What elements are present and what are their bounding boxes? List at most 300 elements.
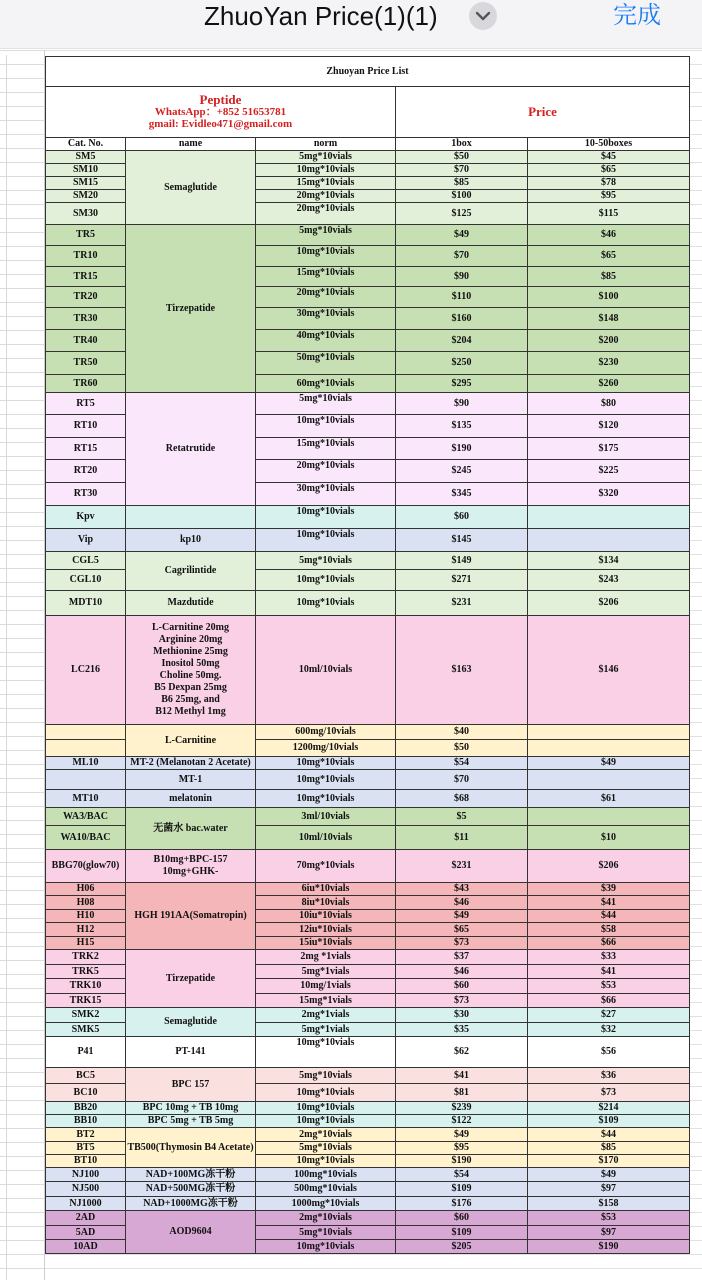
norm-cell: 15mg*1vials bbox=[256, 994, 396, 1008]
name-cell: Semaglutide bbox=[126, 151, 256, 225]
norm-cell: 40mg*10vials bbox=[256, 330, 396, 352]
price-1box-cell: $110 bbox=[396, 287, 528, 308]
price-1box-cell: $271 bbox=[396, 570, 528, 591]
cat-no-cell: TR10 bbox=[46, 246, 126, 267]
name-cell: L-Carnitine bbox=[126, 725, 256, 757]
price-1box-cell: $90 bbox=[396, 267, 528, 287]
cat-no-cell: BB10 bbox=[46, 1115, 126, 1128]
table-row bbox=[46, 790, 690, 808]
price-10-50boxes-cell: $41 bbox=[528, 965, 690, 979]
table-row bbox=[46, 552, 690, 570]
price-10-50boxes-cell: $200 bbox=[528, 330, 690, 352]
norm-cell: 500mg*10vials bbox=[256, 1182, 396, 1197]
price-10-50boxes-cell: $66 bbox=[528, 994, 690, 1008]
price-10-50boxes-cell: $120 bbox=[528, 415, 690, 438]
price-1box-cell: $85 bbox=[396, 177, 528, 190]
price-10-50boxes-cell bbox=[528, 808, 690, 826]
norm-cell: 5mg*10vials bbox=[256, 225, 396, 246]
price-1box-cell: $60 bbox=[396, 979, 528, 994]
cat-no-cell: SM20 bbox=[46, 190, 126, 203]
price-10-50boxes-cell: $95 bbox=[528, 190, 690, 203]
name-cell: NAD+500MG冻干粉 bbox=[126, 1182, 256, 1197]
price-1box-cell: $176 bbox=[396, 1197, 528, 1211]
price-1box-cell: $190 bbox=[396, 1155, 528, 1168]
name-cell bbox=[126, 506, 256, 529]
price-1box-cell: $70 bbox=[396, 246, 528, 267]
column-header-norm: norm bbox=[256, 138, 396, 151]
cat-no-cell: CGL10 bbox=[46, 570, 126, 591]
peptide-heading: Peptide bbox=[199, 92, 242, 107]
column-header-1box: 1box bbox=[396, 138, 528, 151]
price-1box-cell: $81 bbox=[396, 1084, 528, 1102]
norm-cell: 15mg*10vials bbox=[256, 267, 396, 287]
norm-cell: 10mg/1vials bbox=[256, 979, 396, 994]
title-menu-button[interactable] bbox=[469, 2, 497, 30]
cat-no-cell: 10AD bbox=[46, 1240, 126, 1254]
table-row bbox=[46, 1211, 690, 1226]
cat-no-cell: H08 bbox=[46, 896, 126, 910]
price-10-50boxes-cell: $56 bbox=[528, 1037, 690, 1068]
price-10-50boxes-cell: $97 bbox=[528, 1182, 690, 1197]
cat-no-cell: SM5 bbox=[46, 151, 126, 164]
price-1box-cell: $345 bbox=[396, 483, 528, 506]
table-row bbox=[46, 1115, 690, 1128]
price-10-50boxes-cell bbox=[528, 529, 690, 552]
price-10-50boxes-cell: $65 bbox=[528, 164, 690, 177]
cat-no-cell: SM15 bbox=[46, 177, 126, 190]
name-cell: Tirzepatide bbox=[126, 225, 256, 393]
price-10-50boxes-cell: $109 bbox=[528, 1115, 690, 1128]
price-1box-cell: $46 bbox=[396, 896, 528, 910]
norm-cell: 10mg*10vials bbox=[256, 1155, 396, 1168]
cat-no-cell: RT5 bbox=[46, 393, 126, 415]
price-10-50boxes-cell: $61 bbox=[528, 790, 690, 808]
price-10-50boxes-cell: $44 bbox=[528, 1128, 690, 1142]
name-cell: melatonin bbox=[126, 790, 256, 808]
cat-no-cell: H15 bbox=[46, 937, 126, 950]
norm-cell: 10mg*10vials bbox=[256, 529, 396, 552]
norm-cell: 5mg*1vials bbox=[256, 1023, 396, 1037]
name-cell: NAD+1000MG冻干粉 bbox=[126, 1197, 256, 1211]
price-10-50boxes-cell: $44 bbox=[528, 910, 690, 923]
cat-no-cell: RT15 bbox=[46, 438, 126, 460]
price-10-50boxes-cell: $39 bbox=[528, 883, 690, 896]
norm-cell: 5mg*10vials bbox=[256, 1226, 396, 1240]
table-row bbox=[46, 1128, 690, 1142]
price-10-50boxes-cell: $45 bbox=[528, 151, 690, 164]
cat-no-cell: TR20 bbox=[46, 287, 126, 308]
cat-no-cell: BT2 bbox=[46, 1128, 126, 1142]
table-row bbox=[46, 757, 690, 770]
cat-no-cell: RT10 bbox=[46, 415, 126, 438]
price-1box-cell: $160 bbox=[396, 308, 528, 330]
cat-no-cell: RT30 bbox=[46, 483, 126, 506]
cat-no-cell: CGL5 bbox=[46, 552, 126, 570]
cat-no-cell: LC216 bbox=[46, 616, 126, 725]
cat-no-cell: MT10 bbox=[46, 790, 126, 808]
name-cell: Tirzepatide bbox=[126, 950, 256, 1008]
norm-cell: 2mg *1vials bbox=[256, 950, 396, 965]
table-row bbox=[46, 850, 690, 883]
name-cell: Retatrutide bbox=[126, 393, 256, 506]
cat-no-cell: WA3/BAC bbox=[46, 808, 126, 826]
ingredient-line: Arginine 20mg bbox=[158, 634, 223, 645]
name-cell: HGH 191AA(Somatropin) bbox=[126, 883, 256, 950]
cat-no-cell: WA10/BAC bbox=[46, 826, 126, 850]
cat-no-cell: TR60 bbox=[46, 375, 126, 393]
ingredient-line: Inositol 50mg bbox=[161, 658, 220, 669]
name-cell: MT-2 (Melanotan 2 Acetate) bbox=[126, 757, 256, 770]
cat-no-cell: Kpv bbox=[46, 506, 126, 529]
price-10-50boxes-cell: $146 bbox=[528, 616, 690, 725]
price-10-50boxes-cell: $225 bbox=[528, 460, 690, 483]
norm-cell: 30mg*10vials bbox=[256, 483, 396, 506]
price-1box-cell: $239 bbox=[396, 1102, 528, 1115]
price-1box-cell: $73 bbox=[396, 994, 528, 1008]
price-1box-cell: $125 bbox=[396, 203, 528, 225]
norm-cell: 10mg*10vials bbox=[256, 1037, 396, 1068]
cat-no-cell: 5AD bbox=[46, 1226, 126, 1240]
name-cell: kp10 bbox=[126, 529, 256, 552]
done-button[interactable]: 完成 bbox=[613, 2, 661, 29]
cat-no-cell: BT10 bbox=[46, 1155, 126, 1168]
norm-cell: 10mg*10vials bbox=[256, 770, 396, 790]
norm-cell: 3ml/10vials bbox=[256, 808, 396, 826]
column-header-cat-no: Cat. No. bbox=[46, 138, 126, 151]
price-1box-cell: $60 bbox=[396, 506, 528, 529]
norm-cell: 10mg*10vials bbox=[256, 570, 396, 591]
norm-cell: 15mg*10vials bbox=[256, 177, 396, 190]
norm-cell: 10mg*10vials bbox=[256, 415, 396, 438]
cat-no-cell: TRK10 bbox=[46, 979, 126, 994]
price-10-50boxes-cell: $115 bbox=[528, 203, 690, 225]
name-cell: Semaglutide bbox=[126, 1008, 256, 1037]
cat-no-cell: TR5 bbox=[46, 225, 126, 246]
price-10-50boxes-cell: $36 bbox=[528, 1068, 690, 1084]
price-10-50boxes-cell: $46 bbox=[528, 225, 690, 246]
cat-no-cell: TRK15 bbox=[46, 994, 126, 1008]
price-10-50boxes-cell: $53 bbox=[528, 1211, 690, 1226]
cat-no-cell: H06 bbox=[46, 883, 126, 896]
norm-cell: 60mg*10vials bbox=[256, 375, 396, 393]
price-10-50boxes-cell: $10 bbox=[528, 826, 690, 850]
price-10-50boxes-cell: $27 bbox=[528, 1008, 690, 1023]
table-row bbox=[46, 1168, 690, 1182]
gmail-contact: gmail: Evidleo471@gmail.com bbox=[148, 118, 293, 130]
column-header-name: name bbox=[126, 138, 256, 151]
table-row bbox=[46, 1068, 690, 1084]
price-10-50boxes-cell: $158 bbox=[528, 1197, 690, 1211]
norm-cell: 5mg*10vials bbox=[256, 393, 396, 415]
norm-cell: 30mg*10vials bbox=[256, 308, 396, 330]
table-row bbox=[46, 225, 690, 246]
price-1box-cell: $50 bbox=[396, 740, 528, 757]
table-row bbox=[46, 1037, 690, 1068]
cat-no-cell: RT20 bbox=[46, 460, 126, 483]
price-10-50boxes-cell: $41 bbox=[528, 896, 690, 910]
norm-cell: 1000mg*10vials bbox=[256, 1197, 396, 1211]
cat-no-cell: BB20 bbox=[46, 1102, 126, 1115]
name-cell: 无菌水 bac.water bbox=[126, 808, 256, 850]
cat-no-cell: H12 bbox=[46, 923, 126, 937]
whatsapp-contact: WhatsApp：+852 51653781 bbox=[154, 106, 287, 118]
norm-cell: 10mg*10vials bbox=[256, 1102, 396, 1115]
norm-cell: 20mg*10vials bbox=[256, 203, 396, 225]
price-10-50boxes-cell: $53 bbox=[528, 979, 690, 994]
name-cell: BPC 10mg + TB 10mg bbox=[126, 1102, 256, 1115]
price-1box-cell: $46 bbox=[396, 965, 528, 979]
ingredient-line: B12 Methyl 1mg bbox=[155, 706, 226, 717]
price-1box-cell: $43 bbox=[396, 883, 528, 896]
price-10-50boxes-cell: $230 bbox=[528, 352, 690, 375]
price-1box-cell: $11 bbox=[396, 826, 528, 850]
price-10-50boxes-cell: $73 bbox=[528, 1084, 690, 1102]
price-10-50boxes-cell: $85 bbox=[528, 1142, 690, 1155]
price-1box-cell: $70 bbox=[396, 770, 528, 790]
norm-cell: 10ml/10vials bbox=[256, 826, 396, 850]
price-10-50boxes-cell: $214 bbox=[528, 1102, 690, 1115]
sheet-edge bbox=[6, 55, 7, 1280]
cat-no-cell bbox=[46, 740, 126, 757]
document-header bbox=[0, 0, 702, 49]
cat-no-cell: TR40 bbox=[46, 330, 126, 352]
price-10-50boxes-cell bbox=[528, 740, 690, 757]
price-1box-cell: $30 bbox=[396, 1008, 528, 1023]
norm-cell: 10mg*10vials bbox=[256, 591, 396, 616]
price-10-50boxes-cell: $65 bbox=[528, 246, 690, 267]
price-10-50boxes-cell bbox=[528, 725, 690, 740]
name-cell: Mazdutide bbox=[126, 591, 256, 616]
price-10-50boxes-cell: $49 bbox=[528, 757, 690, 770]
table-row bbox=[46, 506, 690, 529]
price-10-50boxes-cell: $134 bbox=[528, 552, 690, 570]
cat-no-cell: ML10 bbox=[46, 757, 126, 770]
price-1box-cell: $70 bbox=[396, 164, 528, 177]
name-cell: BPC 157 bbox=[126, 1068, 256, 1102]
cat-no-cell: TRK2 bbox=[46, 950, 126, 965]
price-1box-cell: $145 bbox=[396, 529, 528, 552]
cat-no-cell: BC5 bbox=[46, 1068, 126, 1084]
table-row bbox=[46, 529, 690, 552]
cat-no-cell: NJ500 bbox=[46, 1182, 126, 1197]
price-10-50boxes-cell: $170 bbox=[528, 1155, 690, 1168]
cat-no-cell: SMK5 bbox=[46, 1023, 126, 1037]
table-row bbox=[46, 770, 690, 790]
cat-no-cell: TR15 bbox=[46, 267, 126, 287]
cat-no-cell: TRK5 bbox=[46, 965, 126, 979]
price-1box-cell: $231 bbox=[396, 850, 528, 883]
price-1box-cell: $65 bbox=[396, 923, 528, 937]
price-10-50boxes-cell: $85 bbox=[528, 267, 690, 287]
cat-no-cell: MDT10 bbox=[46, 591, 126, 616]
price-10-50boxes-cell: $58 bbox=[528, 923, 690, 937]
norm-cell: 5mg*10vials bbox=[256, 151, 396, 164]
norm-cell: 50mg*10vials bbox=[256, 352, 396, 375]
price-1box-cell: $37 bbox=[396, 950, 528, 965]
price-1box-cell: $149 bbox=[396, 552, 528, 570]
price-1box-cell: $109 bbox=[396, 1182, 528, 1197]
price-10-50boxes-cell: $148 bbox=[528, 308, 690, 330]
cat-no-cell: SMK2 bbox=[46, 1008, 126, 1023]
norm-cell: 1200mg/10vials bbox=[256, 740, 396, 757]
table-row bbox=[46, 1182, 690, 1197]
chevron-down-icon bbox=[475, 9, 491, 23]
table-row bbox=[46, 1008, 690, 1023]
price-10-50boxes-cell bbox=[528, 506, 690, 529]
price-1box-cell: $41 bbox=[396, 1068, 528, 1084]
name-cell: PT-141 bbox=[126, 1037, 256, 1068]
ingredient-line: L-Carnitine 20mg bbox=[152, 622, 229, 633]
table-row bbox=[46, 393, 690, 415]
price-1box-cell: $35 bbox=[396, 1023, 528, 1037]
price-10-50boxes-cell: $260 bbox=[528, 375, 690, 393]
price-10-50boxes-cell: $243 bbox=[528, 570, 690, 591]
price-10-50boxes-cell: $49 bbox=[528, 1168, 690, 1182]
name-cell: BPC 5mg + TB 5mg bbox=[126, 1115, 256, 1128]
price-1box-cell: $190 bbox=[396, 438, 528, 460]
price-1box-cell: $68 bbox=[396, 790, 528, 808]
price-10-50boxes-cell bbox=[528, 770, 690, 790]
ingredient-line: Choline 50mg. bbox=[159, 670, 222, 681]
price-10-50boxes-cell: $175 bbox=[528, 438, 690, 460]
table-row bbox=[46, 1102, 690, 1115]
norm-cell: 5mg*10vials bbox=[256, 1142, 396, 1155]
table-row bbox=[46, 1197, 690, 1211]
name-cell bbox=[126, 616, 256, 725]
cat-no-cell: BC10 bbox=[46, 1084, 126, 1102]
price-1box-cell: $100 bbox=[396, 190, 528, 203]
price-10-50boxes-cell: $80 bbox=[528, 393, 690, 415]
price-1box-cell: $245 bbox=[396, 460, 528, 483]
price-10-50boxes-cell: $33 bbox=[528, 950, 690, 965]
price-10-50boxes-cell: $97 bbox=[528, 1226, 690, 1240]
cat-no-cell: NJ1000 bbox=[46, 1197, 126, 1211]
name-cell: TB500(Thymosin B4 Acetate) bbox=[126, 1128, 256, 1168]
price-1box-cell: $250 bbox=[396, 352, 528, 375]
cat-no-cell: TR50 bbox=[46, 352, 126, 375]
name-cell: Cagrilintide bbox=[126, 552, 256, 591]
norm-cell: 10mg*10vials bbox=[256, 1115, 396, 1128]
ingredient-line: Methionine 25mg bbox=[153, 646, 228, 657]
price-1box-cell: $295 bbox=[396, 375, 528, 393]
norm-cell: 20mg*10vials bbox=[256, 460, 396, 483]
price-1box-cell: $49 bbox=[396, 910, 528, 923]
norm-cell: 10iu*10vials bbox=[256, 910, 396, 923]
cat-no-cell: SM10 bbox=[46, 164, 126, 177]
cat-no-cell: H10 bbox=[46, 910, 126, 923]
price-1box-cell: $90 bbox=[396, 393, 528, 415]
norm-cell: 6iu*10vials bbox=[256, 883, 396, 896]
price-10-50boxes-cell: $206 bbox=[528, 850, 690, 883]
cat-no-cell: BT5 bbox=[46, 1142, 126, 1155]
price-1box-cell: $204 bbox=[396, 330, 528, 352]
price-10-50boxes-cell: $100 bbox=[528, 287, 690, 308]
price-list-table bbox=[45, 56, 690, 1254]
price-1box-cell: $40 bbox=[396, 725, 528, 740]
price-1box-cell: $62 bbox=[396, 1037, 528, 1068]
norm-cell: 5mg*10vials bbox=[256, 1068, 396, 1084]
price-1box-cell: $205 bbox=[396, 1240, 528, 1254]
table-row bbox=[46, 950, 690, 965]
price-10-50boxes-cell: $66 bbox=[528, 937, 690, 950]
price-1box-cell: $163 bbox=[396, 616, 528, 725]
table-row bbox=[46, 616, 690, 725]
cat-no-cell bbox=[46, 770, 126, 790]
price-1box-cell: $122 bbox=[396, 1115, 528, 1128]
norm-cell: 70mg*10vials bbox=[256, 850, 396, 883]
norm-cell: 10mg*10vials bbox=[256, 1240, 396, 1254]
norm-cell: 5mg*10vials bbox=[256, 552, 396, 570]
table-row bbox=[46, 808, 690, 826]
cat-no-cell: Vip bbox=[46, 529, 126, 552]
price-1box-cell: $231 bbox=[396, 591, 528, 616]
price-10-50boxes-cell: $206 bbox=[528, 591, 690, 616]
norm-cell: 10mg*10vials bbox=[256, 790, 396, 808]
norm-cell: 10mg*10vials bbox=[256, 164, 396, 177]
price-1box-cell: $95 bbox=[396, 1142, 528, 1155]
cat-no-cell: BBG70(glow70) bbox=[46, 850, 126, 883]
cat-no-cell bbox=[46, 725, 126, 740]
norm-cell: 20mg*10vials bbox=[256, 190, 396, 203]
norm-cell: 5mg*1vials bbox=[256, 965, 396, 979]
column-header-10-50boxes: 10-50boxes bbox=[528, 138, 690, 151]
table-row bbox=[46, 591, 690, 616]
name-cell: MT-1 bbox=[126, 770, 256, 790]
price-10-50boxes-cell: $320 bbox=[528, 483, 690, 506]
norm-cell: 100mg*10vials bbox=[256, 1168, 396, 1182]
price-10-50boxes-cell: $32 bbox=[528, 1023, 690, 1037]
name-cell: B10mg+BPC-157 10mg+GHK- bbox=[126, 850, 256, 883]
price-heading: Price bbox=[396, 87, 690, 138]
norm-cell: 15mg*10vials bbox=[256, 438, 396, 460]
price-1box-cell: $54 bbox=[396, 757, 528, 770]
document-title: ZhuoYan Price(1)(1) bbox=[204, 1, 438, 31]
price-1box-cell: $49 bbox=[396, 225, 528, 246]
norm-cell: 600mg/10vials bbox=[256, 725, 396, 740]
norm-cell: 15iu*10vials bbox=[256, 937, 396, 950]
norm-cell: 20mg*10vials bbox=[256, 287, 396, 308]
cat-no-cell: NJ100 bbox=[46, 1168, 126, 1182]
ingredient-line: B6 25mg, and bbox=[161, 694, 220, 705]
name-cell: AOD9604 bbox=[126, 1211, 256, 1254]
price-1box-cell: $5 bbox=[396, 808, 528, 826]
price-10-50boxes-cell: $78 bbox=[528, 177, 690, 190]
norm-cell: 2mg*1vials bbox=[256, 1008, 396, 1023]
norm-cell: 12iu*10vials bbox=[256, 923, 396, 937]
price-list-title: Zhuoyan Price List bbox=[46, 57, 690, 87]
norm-cell: 2mg*10vials bbox=[256, 1211, 396, 1226]
price-10-50boxes-cell: $190 bbox=[528, 1240, 690, 1254]
price-1box-cell: $135 bbox=[396, 415, 528, 438]
price-1box-cell: $50 bbox=[396, 151, 528, 164]
norm-cell: 2mg*10vials bbox=[256, 1128, 396, 1142]
norm-cell: 10mg*10vials bbox=[256, 246, 396, 267]
price-1box-cell: $73 bbox=[396, 937, 528, 950]
table-row bbox=[46, 883, 690, 896]
table-row bbox=[46, 151, 690, 164]
cat-no-cell: P41 bbox=[46, 1037, 126, 1068]
name-cell: NAD+100MG冻干粉 bbox=[126, 1168, 256, 1182]
norm-cell: 8iu*10vials bbox=[256, 896, 396, 910]
contact-block bbox=[46, 87, 396, 138]
ingredient-line: B5 Dexpan 25mg bbox=[154, 682, 227, 693]
norm-cell: 10ml/10vials bbox=[256, 616, 396, 725]
price-1box-cell: $49 bbox=[396, 1128, 528, 1142]
price-1box-cell: $60 bbox=[396, 1211, 528, 1226]
norm-cell: 10mg*10vials bbox=[256, 506, 396, 529]
cat-no-cell: TR30 bbox=[46, 308, 126, 330]
cat-no-cell: SM30 bbox=[46, 203, 126, 225]
